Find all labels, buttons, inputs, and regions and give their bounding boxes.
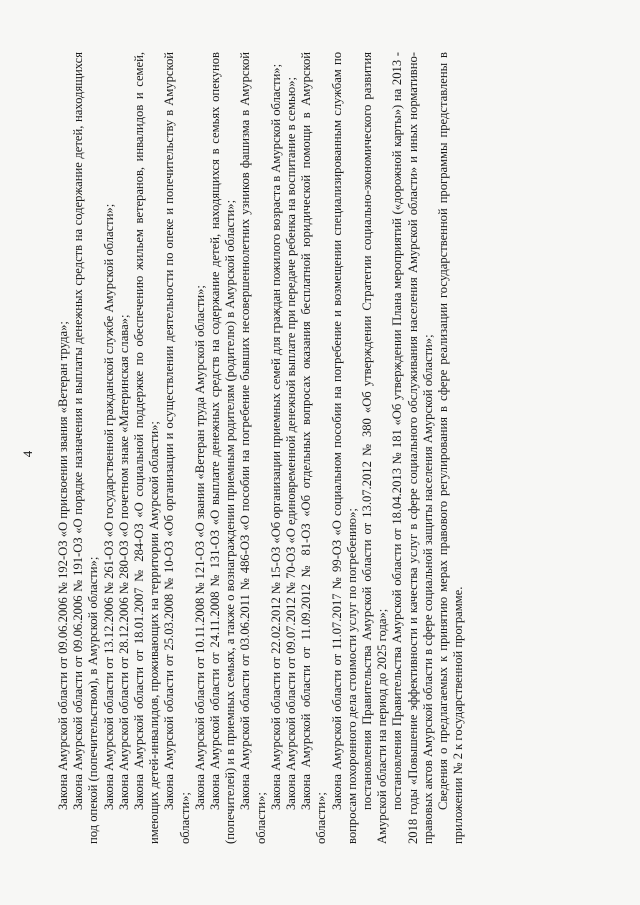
paragraph: Закона Амурской области от 22.02.2012 № 15-ОЗ «Об организации приемных семей для граждан пожилого возраста в Амурской области»; — [268, 63, 283, 810]
paragraph: Закона Амурской области от 11.07.2017 № 99-ОЗ «О социальном пособии на погребение и возмещении специализированным службам по вопросам похоронного дела стоимости услуг по погребению»; — [329, 52, 359, 844]
paragraph: Сведения о предлагаемых к принятию мерах правового регулирования в сфере реализации государственной программы представлены в приложении № 2 к государственной программе. — [436, 52, 466, 844]
paragraph: Закона Амурской области от 13.12.2006 № 261-ОЗ «О государственной гражданской службе Амурской области»; — [101, 203, 116, 810]
paragraph: постановления Правительства Амурской области от 13.07.2012 № 380 «Об утверждении Стратегии социально-экономического развития Амурской области на период до 2025 года»; — [360, 52, 390, 844]
document-body — [56, 52, 466, 844]
rotated-content — [10, 24, 630, 884]
paragraph: Закона Амурской области от 18.01.2007 № 284-ОЗ «О социальной поддержке по обеспечению жильем ветеранов, инвалидов и семей, имеющих детей-инвалидов, проживающих на территории Амурской области»; — [132, 52, 162, 844]
paragraph: Закона Амурской области от 10.11.2008 № 121-ОЗ «О звании «Ветеран труда Амурской области»; — [192, 285, 207, 810]
paragraph: постановления Правительства Амурской области от 18.04.2013 № 181 «Об утверждении Плана мероприятий («дорожной карты») на 2013 - 2018 годы «Повышение эффективности и качества услуг в сфере социального обслуживания населения Амурской области» и иных нормативно-правовых актов Амурской области в сфере социальной защиты населения Амурской области»; — [390, 52, 435, 844]
paragraph: Закона Амурской области от 09.06.2006 № 191-ОЗ «О порядке назначения и выплаты денежных средств на содержание детей, находящихся под опекой (попечительством), в Амурской области»; — [71, 52, 101, 844]
paragraph: Закона Амурской области от 09.06.2006 № 192-ОЗ «О присвоении звания «Ветеран труда»; — [56, 321, 70, 810]
paragraph: Закона Амурской области от 09.07.2012 № 70-ОЗ «О единовременной денежной выплате при передаче ребенка на воспитание в семью»; — [284, 76, 299, 810]
page-number: 4 — [20, 450, 35, 458]
paragraph: Закона Амурской области от 25.03.2008 № 10-ОЗ «Об организации и осуществлении деятельности по опеке и попечительству в Амурской области»; — [162, 52, 192, 844]
paragraph: Закона Амурской области от 28.12.2006 № 280-ОЗ «О почетном знаке «Материнская слава»; — [116, 314, 131, 810]
paragraph: Закона Амурской области от 11.09.2012 № 81-ОЗ «Об отдельных вопросах оказания бесплатной юридической помощи в Амурской области»; — [299, 52, 329, 844]
paragraph: Закона Амурской области от 24.11.2008 № 131-ОЗ «О выплате денежных средств на содержание детей, находящихся в семьях опекунов (попечителей) и в приемных семьях, а также о вознаграждении приемным родителям (родителю) в Амурской области»; — [208, 52, 238, 844]
paragraph: Закона Амурской области от 03.06.2011 № 486-ОЗ «О пособии на погребение бывших несовершеннолетних узников фашизма в Амурской области»; — [238, 52, 268, 844]
